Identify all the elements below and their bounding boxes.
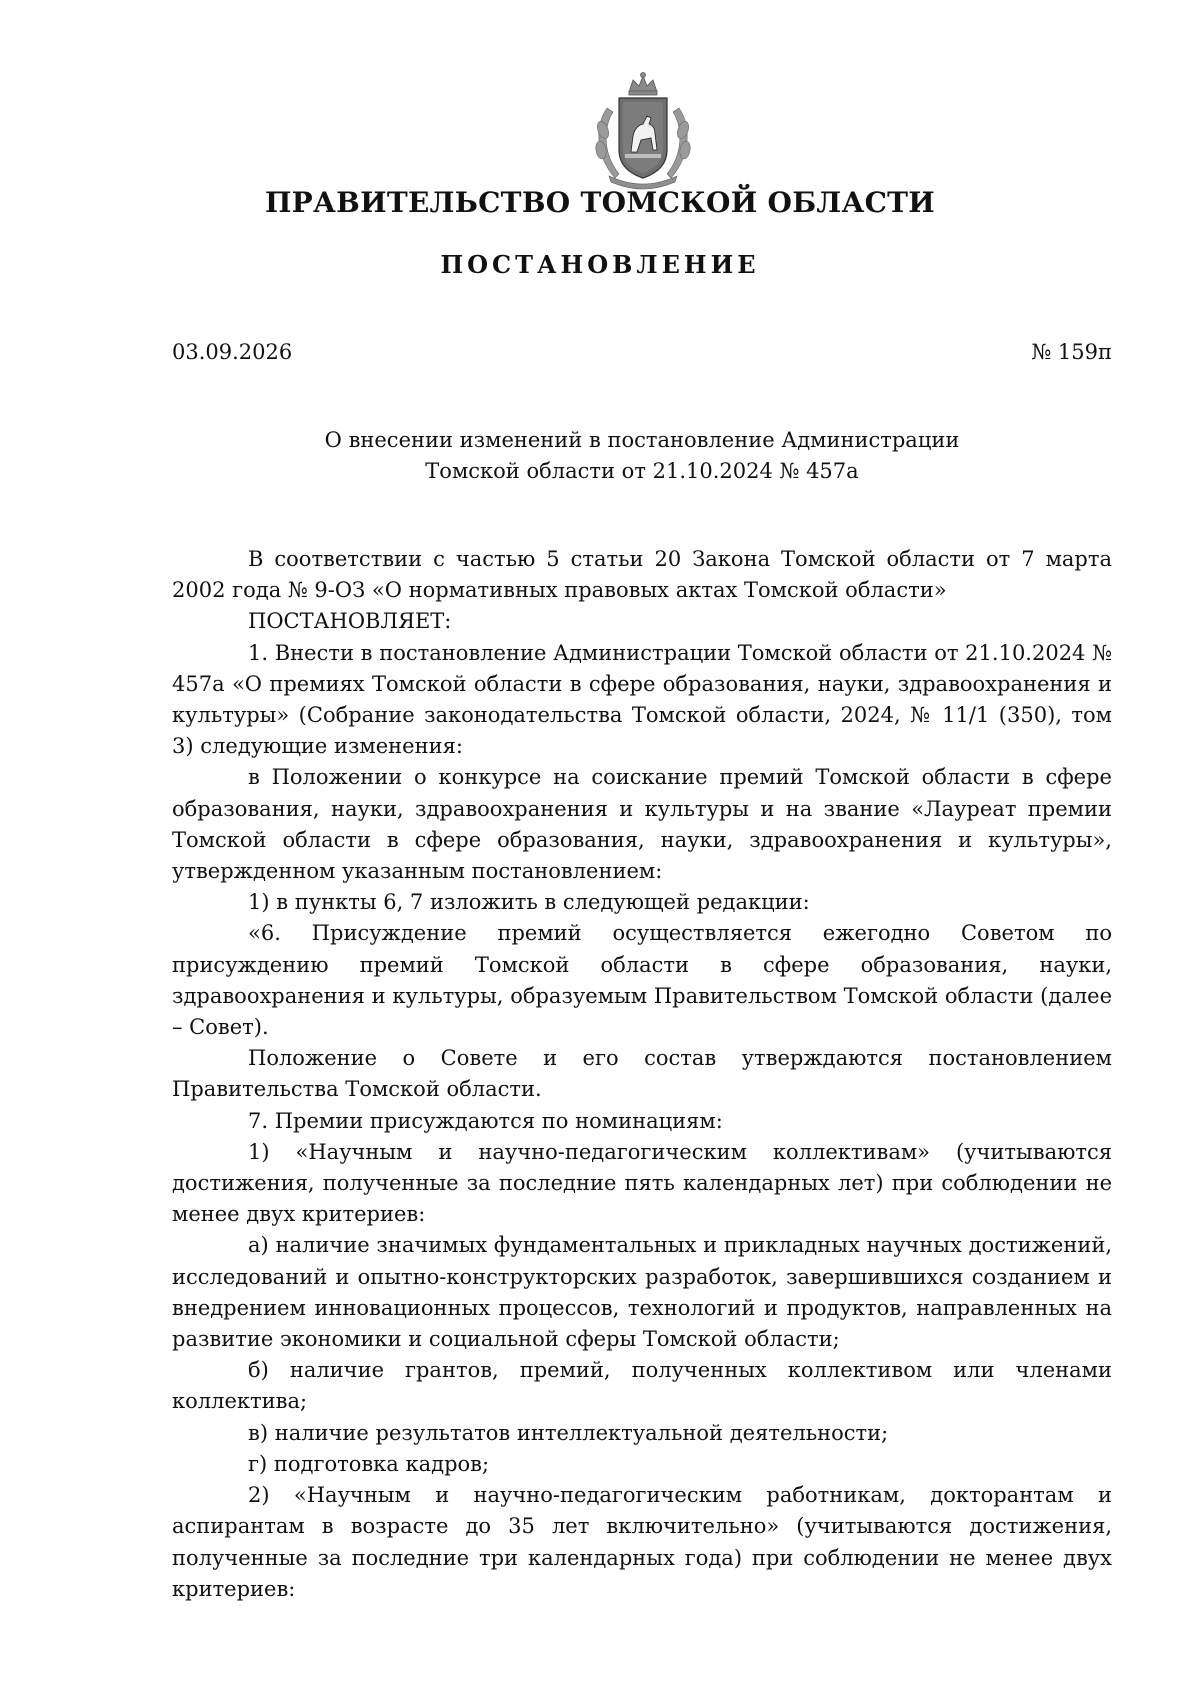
document-type-title: ПОСТАНОВЛЕНИЕ (440, 250, 760, 279)
document-subject (172, 425, 1112, 487)
body-paragraph: 1) «Научным и научно-педагогическим коллективам» (учитываются достижения, полученные за последние пять календарных лет) при соблюдении не менее двух критериев: (172, 1139, 1112, 1227)
body-paragraph: г) подготовка кадров; (248, 1451, 490, 1476)
body-paragraph: в Положении о конкурсе на соискание премий Томской области в сфере образования, науки, здравоохранения и культуры и на звание «Лауреат премии Томской области в сфере образования, науки, здравоохранения и культуры», утвержденном указанным постановлением: (172, 765, 1112, 884)
body-paragraph: «6. Присуждение премий осуществляется ежегодно Советом по присуждению премий Томской области в сфере образования, науки, здравоохранения и культуры, образуемым Правительством Томской области (далее – Совет). (172, 921, 1112, 1040)
subject-line: О внесении изменений в постановление Администрации (324, 428, 960, 452)
body-paragraph: 7. Премии присуждаются по номинациям: (248, 1108, 723, 1133)
document-number: № 159п (1031, 340, 1112, 364)
body-paragraph: 2) «Научным и научно-педагогическим работникам, докторантам и аспирантам в возрасте до 35 лет включительно» (учитываются достижения, полученные за последние три календарных года) при соблюдении не менее двух критериев: (172, 1483, 1112, 1601)
body-paragraph: 1. Внести в постановление Администрации Томской области от 21.10.2024 № 457а «О премиях Томской области в сфере образования, науки, здравоохранения и культуры» (Собрание законодательства Томской области, 2024, № 11/1 (350), том 3) следующие изменения: (172, 640, 1112, 759)
subject-line: Томской области от 21.10.2024 № 457а (425, 459, 859, 483)
document-date: 03.09.2026 (172, 340, 293, 364)
body-paragraph: б) наличие грантов, премий, полученных коллективом или членами коллектива; (172, 1358, 1112, 1414)
organization-title: ПРАВИТЕЛЬСТВО ТОМСКОЙ ОБЛАСТИ (264, 186, 936, 219)
document-body (172, 544, 1112, 1605)
body-paragraph: 1) в пункты 6, 7 изложить в следующей редакции: (248, 890, 810, 915)
preamble-paragraph: В соответствии с частью 5 статьи 20 Закона Томской области от 7 марта 2002 года № 9-ОЗ «О нормативных правовых актах Томской области» (172, 547, 1112, 603)
body-paragraph: а) наличие значимых фундаментальных и прикладных научных достижений, исследований и опытно-конструкторских разработок, завершившихся созданием и внедрением инновационных процессов, технологий и продуктов, направленных на развитие экономики и социальной сферы Томской области; (172, 1233, 1112, 1352)
tomsk-coat-of-arms-icon (585, 70, 701, 190)
body-paragraph: Положение о Совете и его состав утверждаются постановлением Правительства Томской области. (172, 1046, 1112, 1102)
body-paragraph: в) наличие результатов интеллектуальной деятельности; (248, 1420, 889, 1445)
resolves-heading: ПОСТАНОВЛЯЕТ: (248, 609, 452, 634)
